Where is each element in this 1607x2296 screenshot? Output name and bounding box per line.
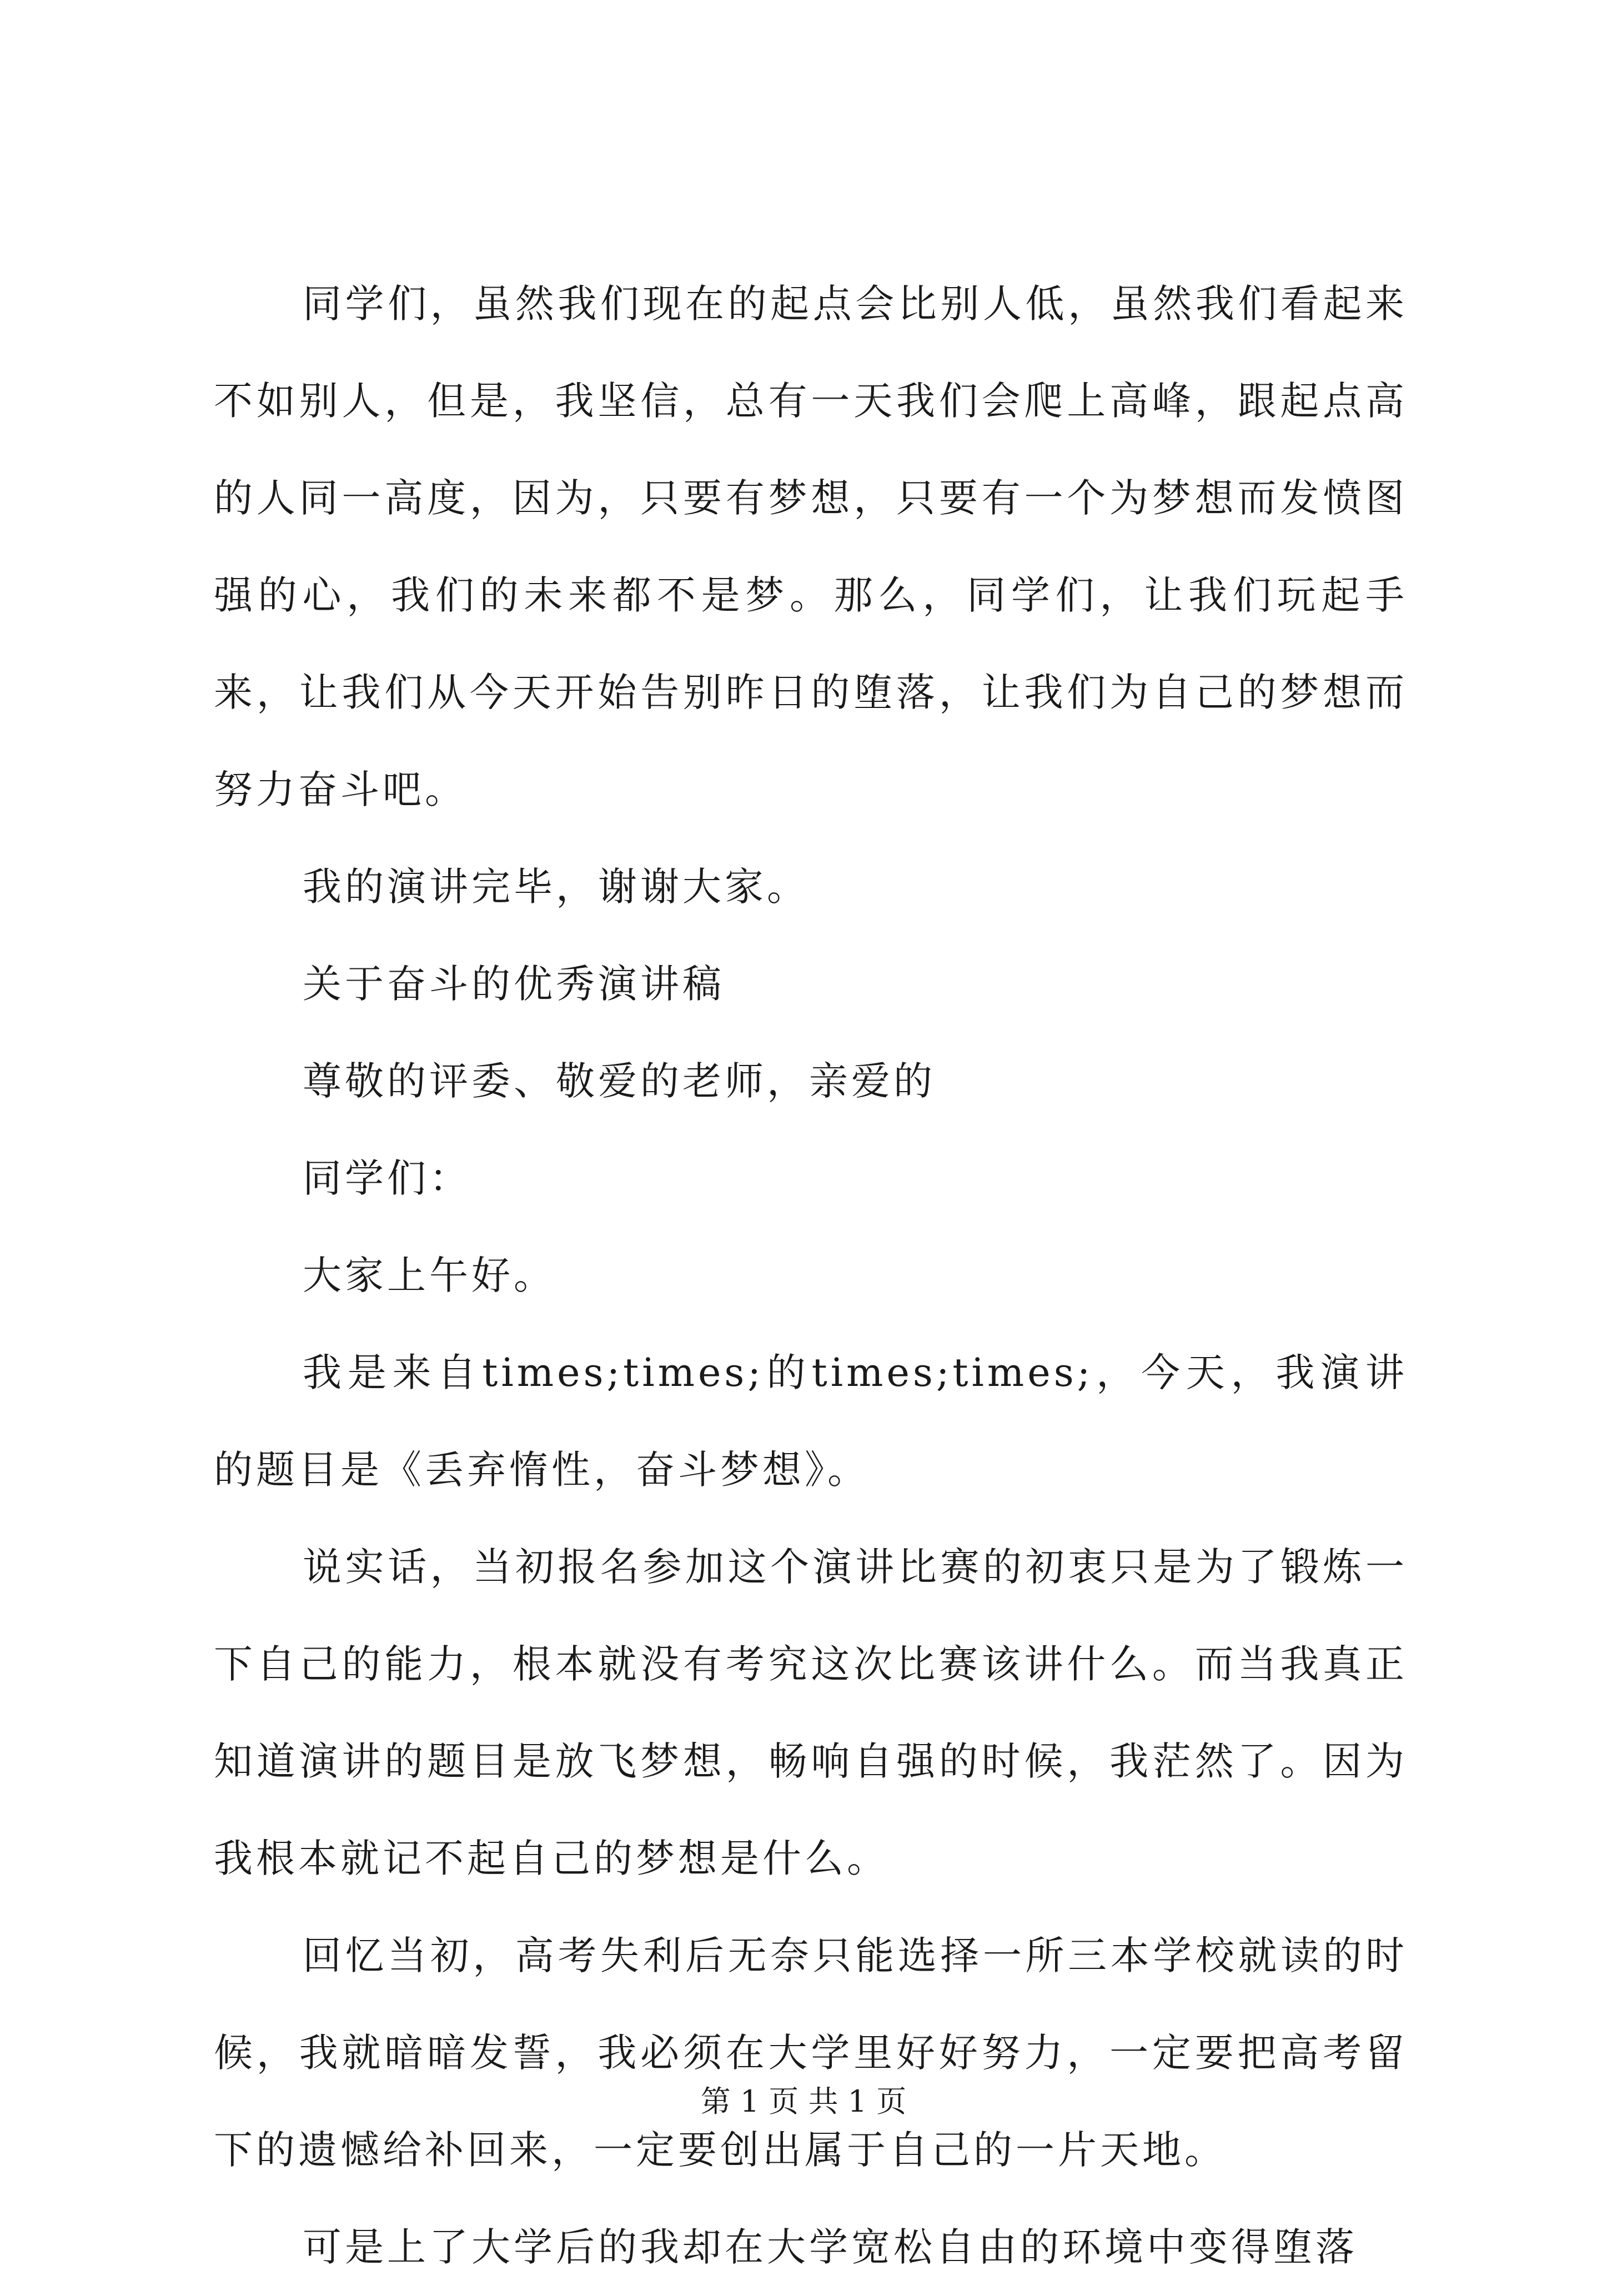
paragraph-speech-end: 我的演讲完毕，谢谢大家。 [303,864,809,910]
paragraph-college: 可是上了大学后的我却在大学宽松自由的环境中变得堕落 [303,2224,1358,2270]
paragraph-greeting: 大家上午好。 [303,1253,556,1298]
paragraph-recollection: 回忆当初，高考失利后无奈只能选择一所三本学校就读的时候，我就暗暗发誓，我必须在大学里好好努力，一定要把高考留下的遗憾给补回来，一定要创出属于自己的一片天地。 [214,1933,1408,2173]
paragraph-dream-conclusion: 同学们，虽然我们现在的起点会比别人低，虽然我们看起来不如别人，但是，我坚信，总有一天我们会爬上高峰，跟起点高的人同一高度，因为，只要有梦想，只要有一个为梦想而发愤图强的心，我们的未来都不是梦。那么，同学们，让我们玩起手来，让我们从今天开始告别昨日的堕落，让我们为自己的梦想而努力奋斗吧。 [214,281,1408,812]
document-body [214,255,1408,2296]
paragraph-salutation-students: 同学们： [303,1155,471,1201]
paragraph-honesty: 说实话，当初报名参加这个演讲比赛的初衷只是为了锻炼一下自己的能力，根本就没有考究这次比赛该讲什么。而当我真正知道演讲的题目是放飞梦想，畅响自强的时候，我茫然了。因为我根本就记不起自己的梦想是什么。 [214,1544,1408,1881]
page-footer: 第 1 页 共 1 页 [700,2084,907,2119]
paragraph-introduction: 我是来自times;times;的times;times;，今天，我演讲的题目是《丢弃惰性，奋斗梦想》。 [214,1350,1408,1493]
paragraph-salutation: 尊敬的评委、敬爱的老师，亲爱的 [303,1058,936,1104]
document-heading: 关于奋斗的优秀演讲稿 [303,961,725,1007]
